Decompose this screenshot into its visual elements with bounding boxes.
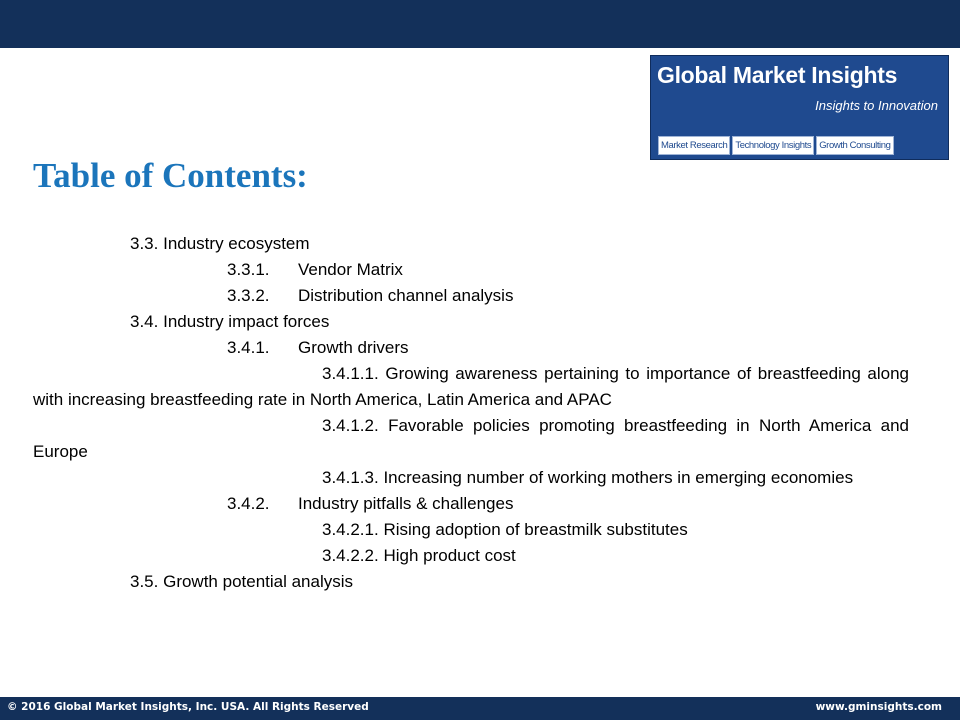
toc-item xyxy=(33,413,909,465)
toc-item-number: 3.4. xyxy=(130,312,159,331)
toc-item-text: Favorable policies promoting breastfeeding in North America and Europe xyxy=(33,416,909,461)
toc-item-text: Growth potential analysis xyxy=(163,572,354,591)
toc-item xyxy=(33,569,909,595)
toc-item xyxy=(33,543,909,569)
toc-item-text: Vendor Matrix xyxy=(298,260,403,279)
website-link[interactable]: www.gminsights.com xyxy=(815,701,942,713)
toc-item xyxy=(33,309,909,335)
table-of-contents xyxy=(33,231,909,595)
toc-item-text: Industry impact forces xyxy=(163,312,330,331)
logo-segment-market-research: Market Research xyxy=(658,136,730,155)
toc-item-text: Distribution channel analysis xyxy=(298,286,514,305)
logo-segments xyxy=(658,136,894,155)
logo-tagline: Insights to Innovation xyxy=(815,98,938,113)
company-logo xyxy=(650,55,949,160)
toc-item-text: Growing awareness pertaining to importance of breastfeeding along with increasing breastfeeding rate in North America, Latin America and APAC xyxy=(33,364,909,409)
page-title: Table of Contents: xyxy=(33,156,308,195)
toc-item xyxy=(33,361,909,413)
toc-item-text: Rising adoption of breastmilk substitutes xyxy=(383,520,688,539)
toc-item-text: High product cost xyxy=(383,546,516,565)
toc-item-number: 3.3.1. xyxy=(227,260,270,279)
toc-item xyxy=(33,231,909,257)
toc-item xyxy=(33,283,909,309)
toc-item-number: 3.4.1.1. xyxy=(322,364,379,383)
toc-item-number: 3.5. xyxy=(130,572,159,591)
toc-item xyxy=(33,517,909,543)
copyright-text: © 2016 Global Market Insights, Inc. USA. All Rights Reserved xyxy=(7,701,369,713)
toc-item-number: 3.4.1. xyxy=(227,338,270,357)
toc-item-text: Increasing number of working mothers in emerging economies xyxy=(383,468,854,487)
toc-item-number: 3.4.1.3. xyxy=(322,468,379,487)
toc-item-number: 3.4.1.2. xyxy=(322,416,379,435)
toc-item-number: 3.4.2.1. xyxy=(322,520,379,539)
footer-bar xyxy=(0,697,960,720)
toc-item-number: 3.4.2. xyxy=(227,494,270,513)
toc-item xyxy=(33,465,909,491)
logo-name: Global Market Insights xyxy=(657,62,898,88)
toc-item-text: Industry ecosystem xyxy=(163,234,310,253)
header-bar xyxy=(0,0,960,48)
toc-item xyxy=(33,257,909,283)
toc-item-text: Growth drivers xyxy=(298,338,409,357)
toc-item-number: 3.4.2.2. xyxy=(322,546,379,565)
logo-segment-growth-consulting: Growth Consulting xyxy=(816,136,893,155)
logo-segment-technology-insights: Technology Insights xyxy=(732,136,814,155)
toc-item xyxy=(33,491,909,517)
toc-item-text: Industry pitfalls & challenges xyxy=(298,494,514,513)
toc-item xyxy=(33,335,909,361)
toc-item-number: 3.3.2. xyxy=(227,286,270,305)
toc-item-number: 3.3. xyxy=(130,234,159,253)
